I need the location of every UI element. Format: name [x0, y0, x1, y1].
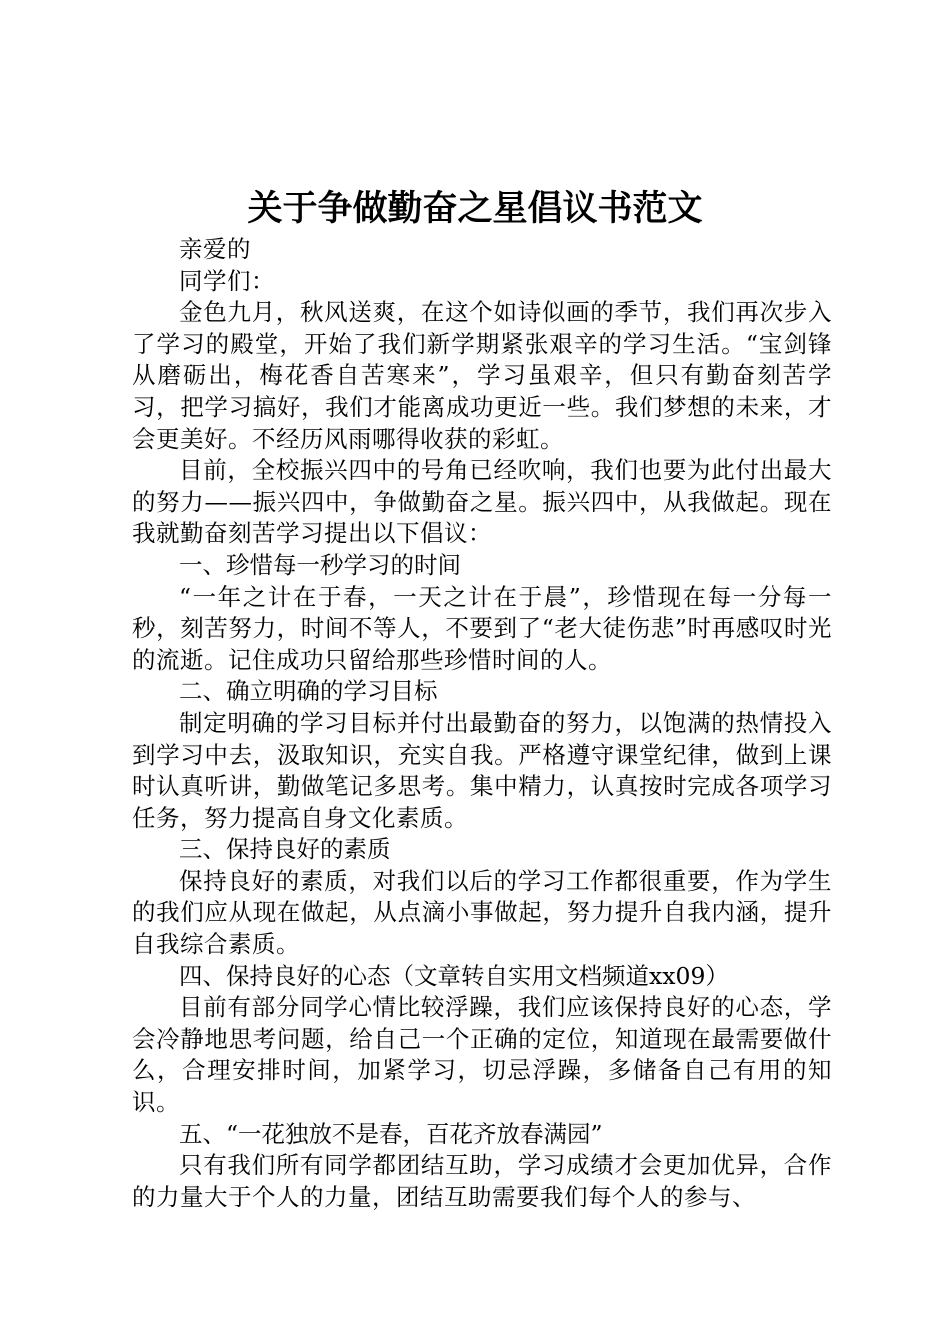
paragraph-proposal-3: 保持良好的素质，对我们以后的学习工作都很重要，作为学生的我们应从现在做起，从点滴小事做起，努力提升自我内涵，提升自我综合素质。 [132, 866, 832, 959]
document-title: 关于争做勤奋之星倡议书范文 [247, 188, 703, 229]
heading-proposal-2: 二、确立明确的学习目标 [179, 677, 438, 706]
paragraph-proposal-2: 制定明确的学习目标并付出最勤奋的努力，以饱满的热情投入到学习中去，汲取知识，充实自我。严格遵守课堂纪律，做到上课时认真听讲，勤做笔记多思考。集中精力，认真按时完成各项学习任务，努力提高自身文化素质。 [132, 708, 832, 832]
heading-proposal-4: 四、保持良好的心态（文章转自实用文档频道xx09） [179, 961, 729, 990]
paragraph-intro: 金色九月，秋风送爽，在这个如诗似画的季节，我们再次步入了学习的殿堂，开始了我们新学期紧张艰辛的学习生活。“宝剑锋从磨砺出，梅花香自苦寒来”，学习虽艰辛，但只有勤奋刻苦学习，把学习搞好，我们才能离成功更近一些。我们梦想的未来，才会更美好。不经历风雨哪得收获的彩虹。 [132, 298, 832, 453]
paragraph-proposal-1: “一年之计在于春，一天之计在于晨”，珍惜现在每一分每一秒，刻苦努力，时间不等人，不要到了“老大徒伤悲”时再感叹时光的流逝。记住成功只留给那些珍惜时间的人。 [132, 582, 832, 674]
salutation-line-1: 亲爱的 [179, 235, 251, 263]
paragraph-proposal-4: 目前有部分同学心情比较浮躁，我们应该保持良好的心态，学会冷静地思考问题，给自己一个正确的定位，知道现在最需要做什么，合理安排时间，加紧学习，切忌浮躁，多储备自己有用的知识。 [132, 993, 832, 1117]
paragraph-call: 目前，全校振兴四中的号角已经吹响，我们也要为此付出最大的努力——振兴四中，争做勤奋之星。振兴四中，从我做起。现在我就勤奋刻苦学习提出以下倡议： [132, 456, 832, 548]
salutation-line-2: 同学们： [179, 266, 275, 295]
paragraph-proposal-5: 只有我们所有同学都团结互助，学习成绩才会更加优异，合作的力量大于个人的力量，团结互助需要我们每个人的参与、 [132, 1151, 832, 1211]
document-body [132, 234, 832, 1213]
heading-proposal-3: 三、保持良好的素质 [179, 835, 391, 864]
heading-proposal-1: 一、珍惜每一秒学习的时间 [179, 550, 461, 579]
heading-proposal-5: 五、“一花独放不是春，百花齐放春满园” [179, 1119, 603, 1148]
